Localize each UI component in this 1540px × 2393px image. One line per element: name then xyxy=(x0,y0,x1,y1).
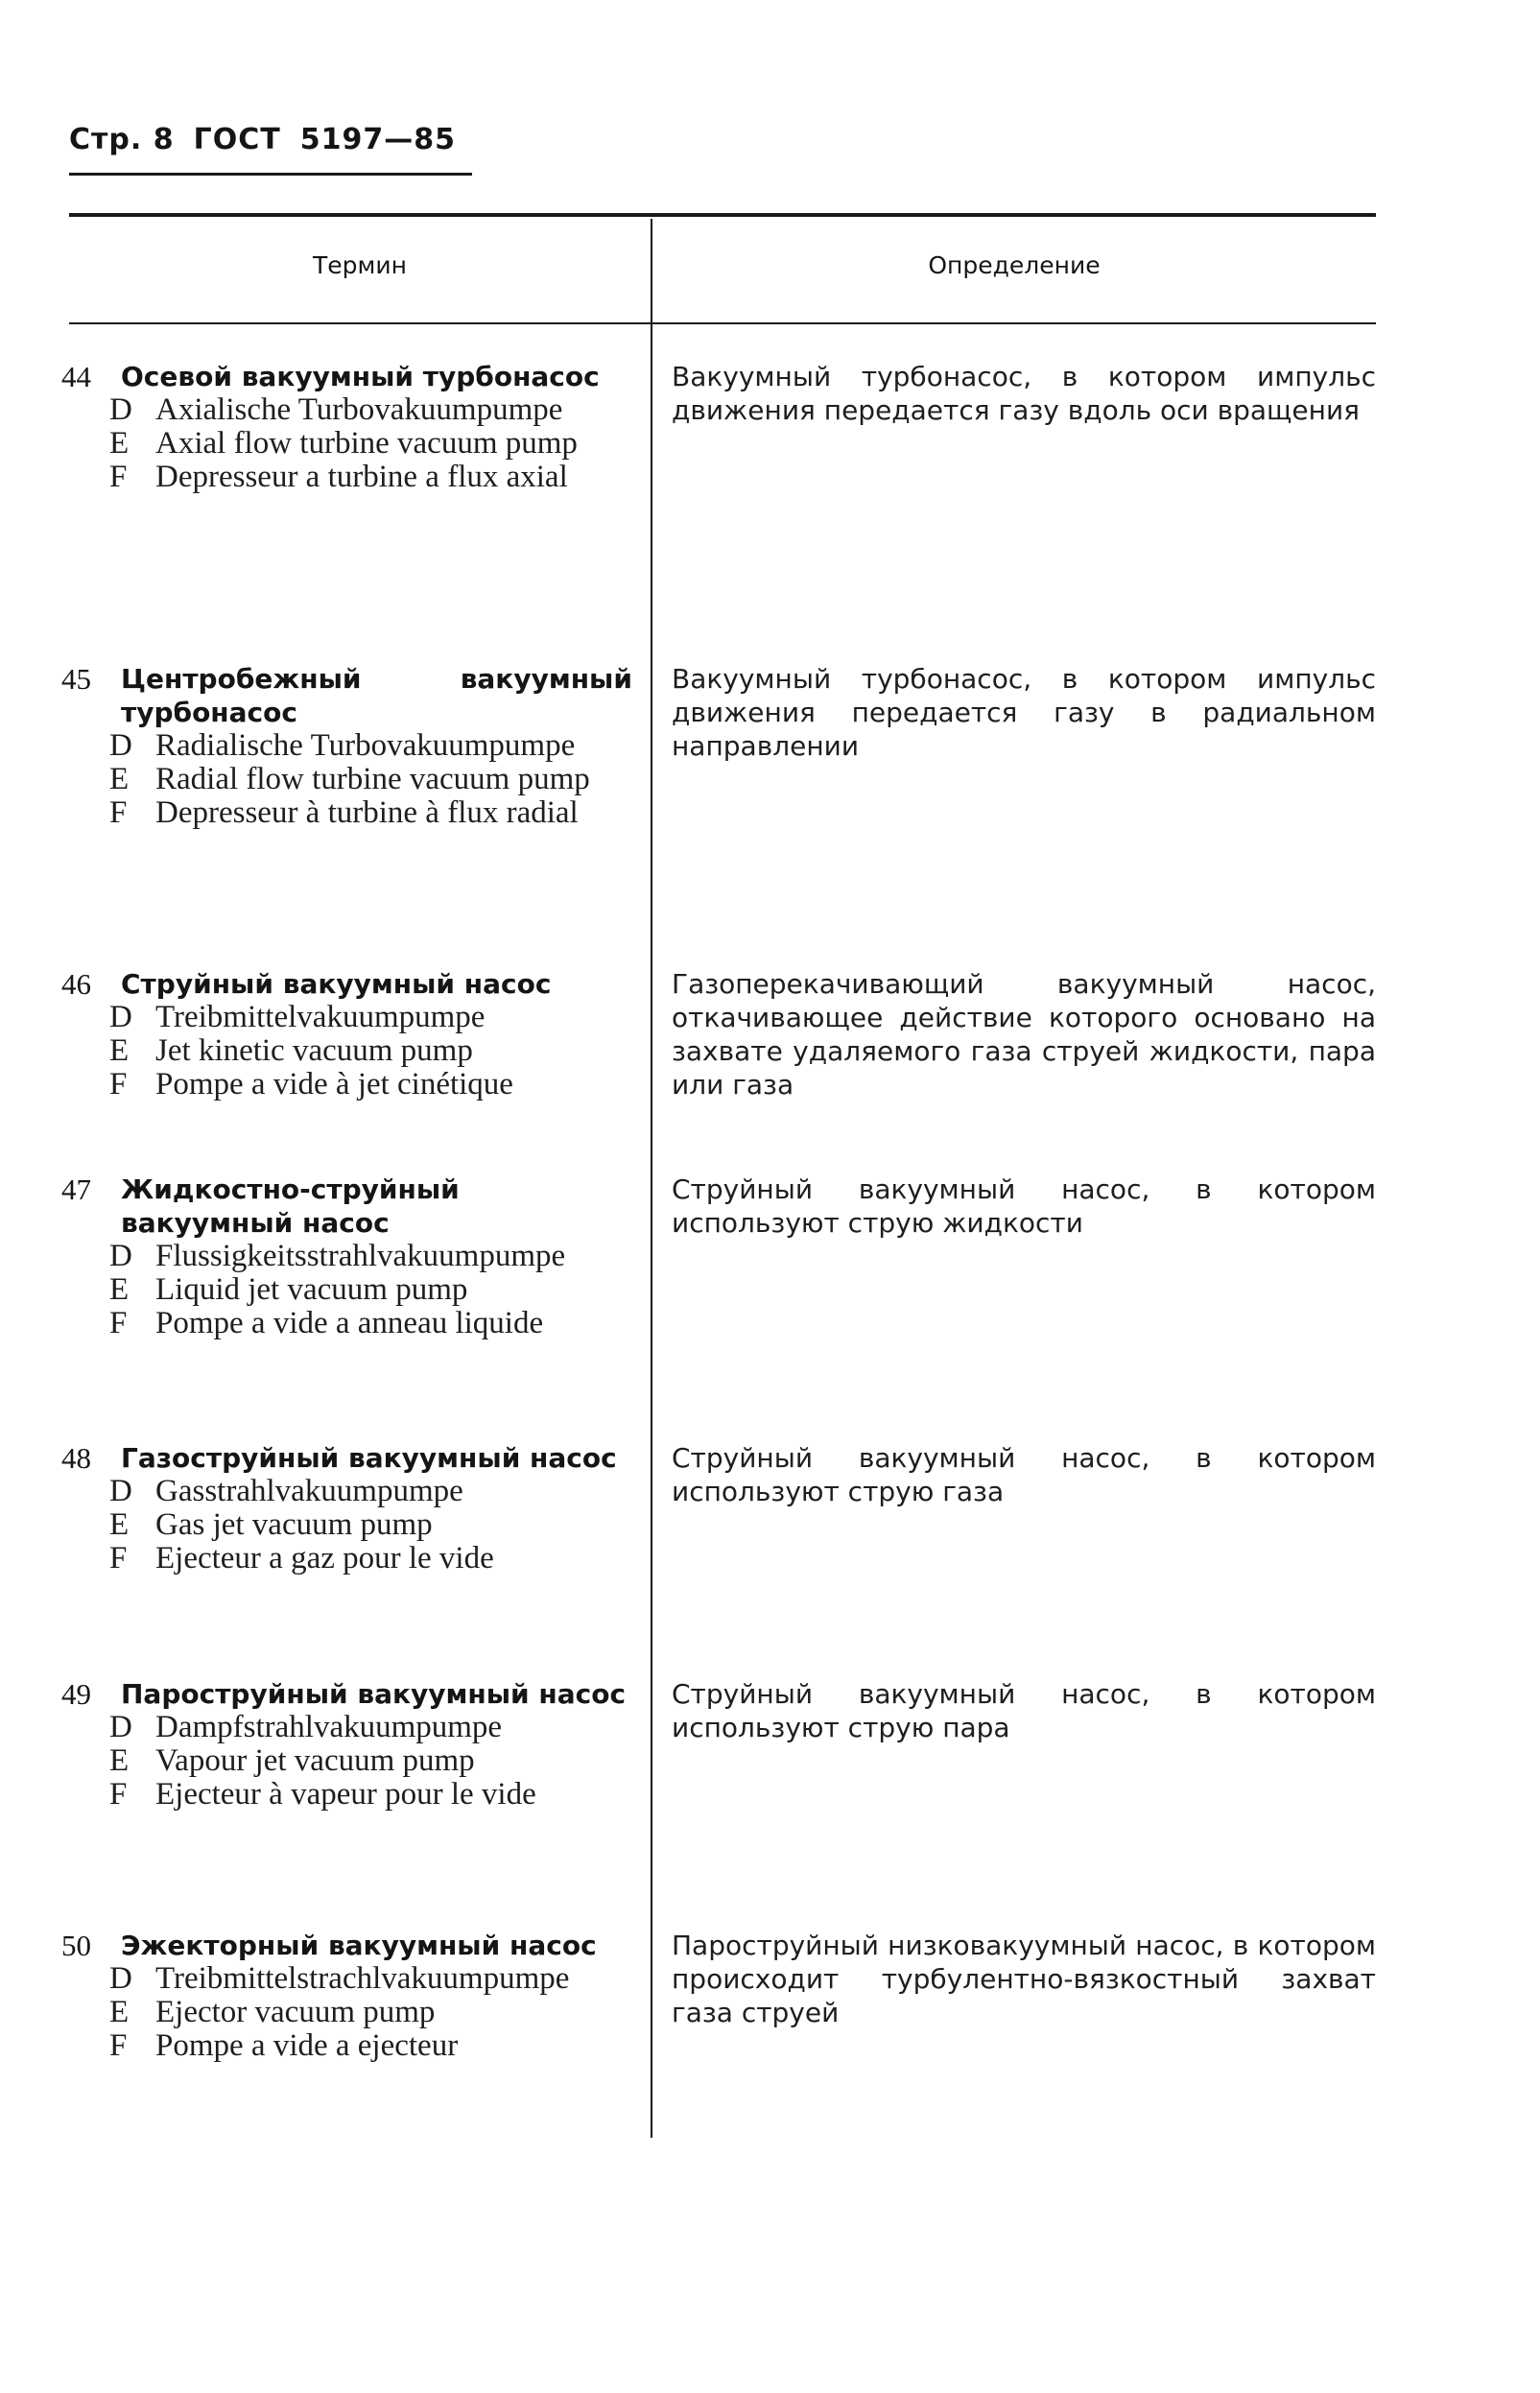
term-number: 47 xyxy=(61,1173,91,1206)
term-russian: Газоструйный вакуумный насос xyxy=(121,1442,617,1474)
translation-fr xyxy=(61,1778,632,1812)
translation-en xyxy=(61,1508,632,1542)
translation-text: Depresseur à turbine à flux radial xyxy=(155,795,579,830)
lang-code: F xyxy=(109,2028,128,2063)
translation-text: Gasstrahlvakuumpumpe xyxy=(155,1474,463,1508)
translation-en xyxy=(61,427,632,461)
translation-text: Dampfstrahlvakuumpumpe xyxy=(155,1710,503,1744)
translation-fr xyxy=(61,461,632,494)
lang-code: F xyxy=(109,1541,128,1576)
term-russian: Струйный вакуумный насос xyxy=(121,968,552,1000)
table-header-rule xyxy=(69,322,1376,324)
term-cell xyxy=(61,1677,632,1812)
lang-code: F xyxy=(109,460,128,494)
translation-de xyxy=(61,1001,632,1034)
translation-text: Radial flow turbine vacuum pump xyxy=(155,762,590,796)
lang-code: E xyxy=(109,1743,130,1778)
lang-code: D xyxy=(109,728,132,763)
term-cell xyxy=(61,967,632,1102)
term-cell xyxy=(61,662,632,830)
term-number: 45 xyxy=(61,662,91,696)
translation-fr xyxy=(61,796,632,830)
translation-text: Ejecteur à vapeur pour le vide xyxy=(155,1777,536,1812)
term-definition: Струйный вакуумный насос, в котором используют струю газа xyxy=(672,1442,1376,1507)
header-underline xyxy=(69,173,472,176)
lang-code: E xyxy=(109,1995,130,2029)
translation-text: Pompe a vide a ejecteur xyxy=(155,2028,459,2063)
term-russian: Жидкостно-струйный вакуумный насос xyxy=(121,1173,460,1239)
term-definition: Пароструйный низковакуумный насос, в котором происходит турбулентно-вязкостный захват газа струей xyxy=(672,1930,1376,2028)
table-top-rule xyxy=(69,213,1376,217)
translation-text: Treibmittelstrachlvakuumpumpe xyxy=(155,1961,570,1996)
translation-en xyxy=(61,1034,632,1068)
page-number: Стр. 8 xyxy=(69,123,175,156)
column-header-term: Термин xyxy=(313,251,407,279)
term-russian: Пароструйный вакуумный насос xyxy=(121,1678,627,1710)
lang-code: D xyxy=(109,1239,132,1273)
lang-code: F xyxy=(109,1067,128,1102)
translation-text: Axial flow turbine vacuum pump xyxy=(155,426,578,461)
translation-text: Ejector vacuum pump xyxy=(155,1995,436,2029)
translation-en xyxy=(61,1996,632,2029)
translation-text: Gas jet vacuum pump xyxy=(155,1507,433,1542)
translation-text: Pompe a vide à jet cinétique xyxy=(155,1067,513,1102)
term-cell xyxy=(61,1173,632,1340)
term-definition: Струйный вакуумный насос, в котором используют струю жидкости xyxy=(672,1173,1376,1239)
lang-code: D xyxy=(109,1000,132,1034)
lang-code: F xyxy=(109,1306,128,1340)
term-definition: Струйный вакуумный насос, в котором используют струю пара xyxy=(672,1678,1376,1743)
translation-en xyxy=(61,1273,632,1307)
standard-name: ГОСТ xyxy=(193,123,281,156)
lang-code: E xyxy=(109,426,130,461)
translation-de xyxy=(61,1711,632,1744)
term-number: 50 xyxy=(61,1929,91,1962)
term-cell xyxy=(61,360,632,494)
lang-code: E xyxy=(109,762,130,796)
translation-fr xyxy=(61,2029,632,2063)
term-cell xyxy=(61,1929,632,2063)
translation-de xyxy=(61,393,632,427)
term-russian: Центробежный вакуумный турбонасос xyxy=(121,663,632,728)
translation-de xyxy=(61,1240,632,1273)
lang-code: D xyxy=(109,1474,132,1508)
translation-text: Vapour jet vacuum pump xyxy=(155,1743,475,1778)
translation-de xyxy=(61,1475,632,1508)
translation-en xyxy=(61,1744,632,1778)
translation-fr xyxy=(61,1542,632,1576)
lang-code: E xyxy=(109,1272,130,1307)
term-number: 49 xyxy=(61,1677,91,1711)
lang-code: F xyxy=(109,795,128,830)
translation-text: Depresseur a turbine a flux axial xyxy=(155,460,568,494)
translation-text: Radialische Turbovakuumpumpe xyxy=(155,728,576,763)
translation-text: Axialische Turbovakuumpumpe xyxy=(155,392,563,427)
translation-en xyxy=(61,763,632,796)
translation-text: Ejecteur a gaz pour le vide xyxy=(155,1541,494,1576)
lang-code: E xyxy=(109,1033,130,1068)
column-divider xyxy=(651,219,652,2138)
lang-code: E xyxy=(109,1507,130,1542)
translation-fr xyxy=(61,1068,632,1102)
translation-text: Flussigkeitsstrahlvakuumpumpe xyxy=(155,1239,566,1273)
lang-code: D xyxy=(109,1710,132,1744)
term-number: 46 xyxy=(61,967,91,1001)
translation-de xyxy=(61,1962,632,1996)
term-russian: Осевой вакуумный турбонасос xyxy=(121,361,600,392)
term-definition: Вакуумный турбонасос, в котором импульс движения передается газу вдоль оси вращения xyxy=(672,361,1376,426)
translation-text: Pompe a vide a anneau liquide xyxy=(155,1306,544,1340)
term-cell xyxy=(61,1441,632,1576)
lang-code: F xyxy=(109,1777,128,1812)
translation-text: Jet kinetic vacuum pump xyxy=(155,1033,473,1068)
standard-number: 5197—85 xyxy=(299,123,456,156)
lang-code: D xyxy=(109,392,132,427)
term-definition: Вакуумный турбонасос, в котором импульс движения передается газу в радиальном направлении xyxy=(672,663,1376,762)
translation-text: Treibmittelvakuumpumpe xyxy=(155,1000,486,1034)
term-number: 48 xyxy=(61,1441,91,1475)
term-definition: Газоперекачивающий вакуумный насос, откачивающее действие которого основано на захвате удаляемого газа струей жидкости, пара или газа xyxy=(672,968,1376,1101)
translation-fr xyxy=(61,1307,632,1340)
lang-code: D xyxy=(109,1961,132,1996)
translation-de xyxy=(61,729,632,763)
column-header-definition: Определение xyxy=(928,251,1101,279)
page-header xyxy=(69,123,475,156)
term-number: 44 xyxy=(61,360,91,393)
translation-text: Liquid jet vacuum pump xyxy=(155,1272,468,1307)
term-russian: Эжекторный вакуумный насос xyxy=(121,1930,597,1961)
